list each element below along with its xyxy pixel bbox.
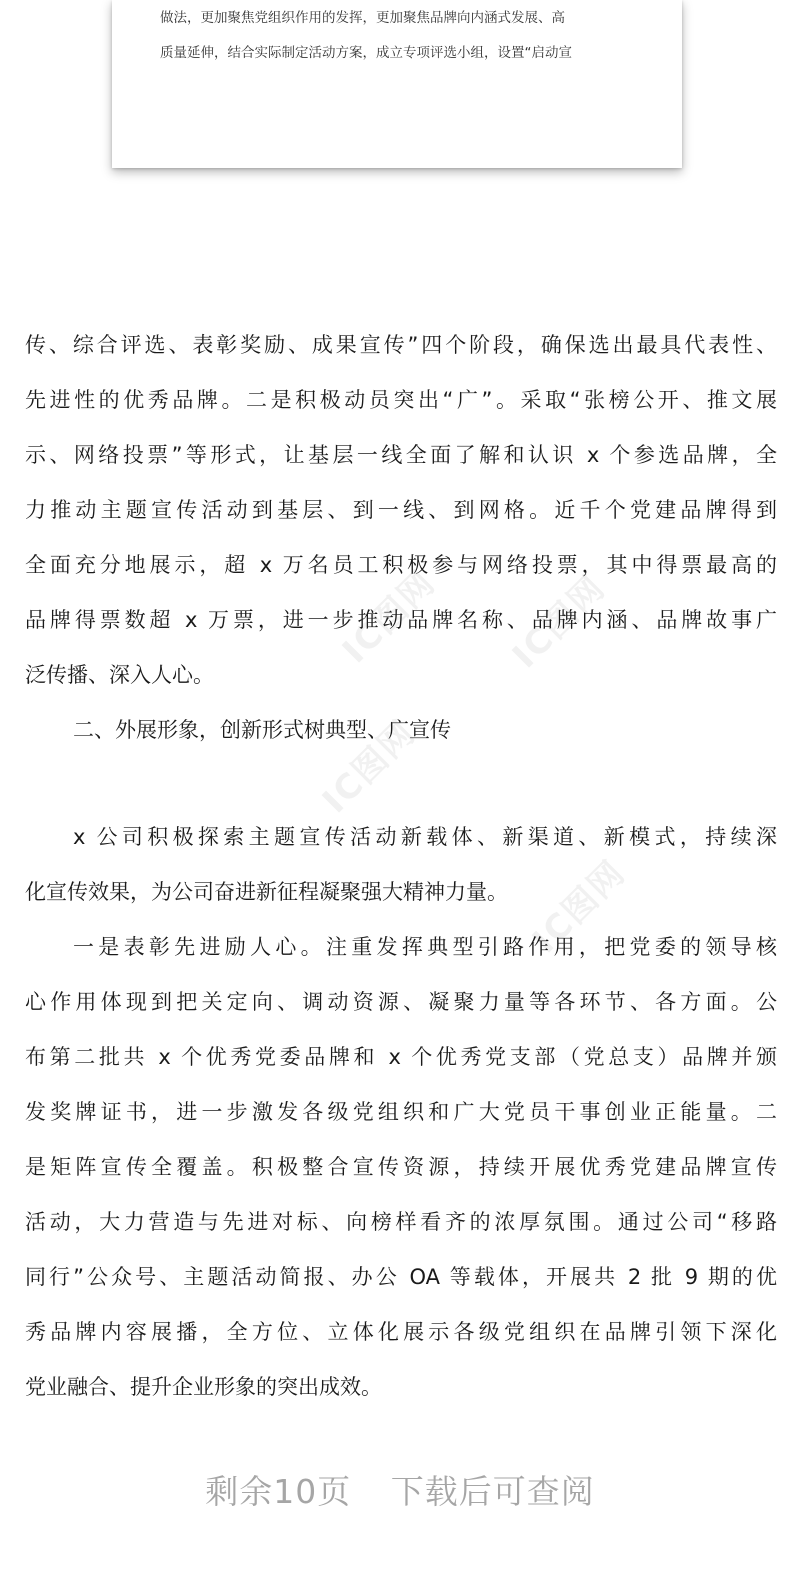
text-line: 发奖牌证书，进一步激发各级党组织和广大党员干事创业正能量。二 [25, 1100, 777, 1124]
remaining-pages-notice[interactable]: 剩余10页 下载后可查阅 [205, 1472, 595, 1511]
text-line: 是矩阵宣传全覆盖。积极整合宣传资源，持续开展优秀党建品牌宣传 [25, 1155, 777, 1179]
document-body [25, 318, 777, 1415]
watermark-logo: IC图网 [314, 712, 424, 822]
previous-page-line: 质量延伸，结合实际制定活动方案，成立专项评选小组，设置“启动宣 [160, 45, 572, 61]
section-heading: 二、外展形象，创新形式树典型、广宣传 [73, 718, 451, 742]
text-line: 活动，大力营造与先进对标、向榜样看齐的浓厚氛围。通过公司“移路 [25, 1210, 777, 1234]
text-line: 一是表彰先进励人心。注重发挥典型引路作用，把党委的领导核 [73, 935, 777, 959]
watermark-logo: IC图网 [504, 567, 614, 677]
text-line: 心作用体现到把关定向、调动资源、凝聚力量等各环节、各方面。公 [25, 990, 777, 1014]
paragraph-continued [25, 318, 777, 703]
text-line: 布第二批共 x 个优秀党委品牌和 x 个优秀党支部（党总支）品牌并颁 [25, 1045, 777, 1069]
text-line: 同行”公众号、主题活动简报、办公 OA 等载体，开展共 2 批 9 期的优 [25, 1265, 777, 1289]
text-line: 示、网络投票”等形式，让基层一线全面了解和认识 x 个参选品牌，全 [25, 443, 777, 467]
text-line: 秀品牌内容展播，全方位、立体化展示各级党组织在品牌引领下深化 [25, 1320, 777, 1344]
previous-page-card [112, 0, 682, 168]
spacer [25, 758, 777, 810]
text-line: 党业融合、提升企业形象的突出成效。 [25, 1375, 382, 1399]
text-line: 泛传播、深入人心。 [25, 663, 214, 687]
text-line: 传、综合评选、表彰奖励、成果宣传”四个阶段，确保选出最具代表性、 [25, 333, 777, 357]
watermark-logo: IC图网 [524, 852, 634, 962]
text-line: x 公司积极探索主题宣传活动新载体、新渠道、新模式，持续深 [73, 825, 777, 849]
previous-page-line: 做法，更加聚焦党组织作用的发挥，更加聚焦品牌向内涵式发展、高 [160, 10, 565, 26]
text-line: 品牌得票数超 x 万票，进一步推动品牌名称、品牌内涵、品牌故事广 [25, 608, 777, 632]
text-line: 力推动主题宣传活动到基层、到一线、到网格。近千个党建品牌得到 [25, 498, 777, 522]
text-line: 全面充分地展示，超 x 万名员工积极参与网络投票，其中得票最高的 [25, 553, 777, 577]
text-line: 化宣传效果，为公司奋进新征程凝聚强大精神力量。 [25, 880, 508, 904]
paragraph-details [25, 920, 777, 1415]
watermark-logo: IC图网 [334, 562, 444, 672]
text-line: 先进性的优秀品牌。二是积极动员突出“广”。采取“张榜公开、推文展 [25, 388, 777, 412]
paragraph-intro [25, 810, 777, 920]
